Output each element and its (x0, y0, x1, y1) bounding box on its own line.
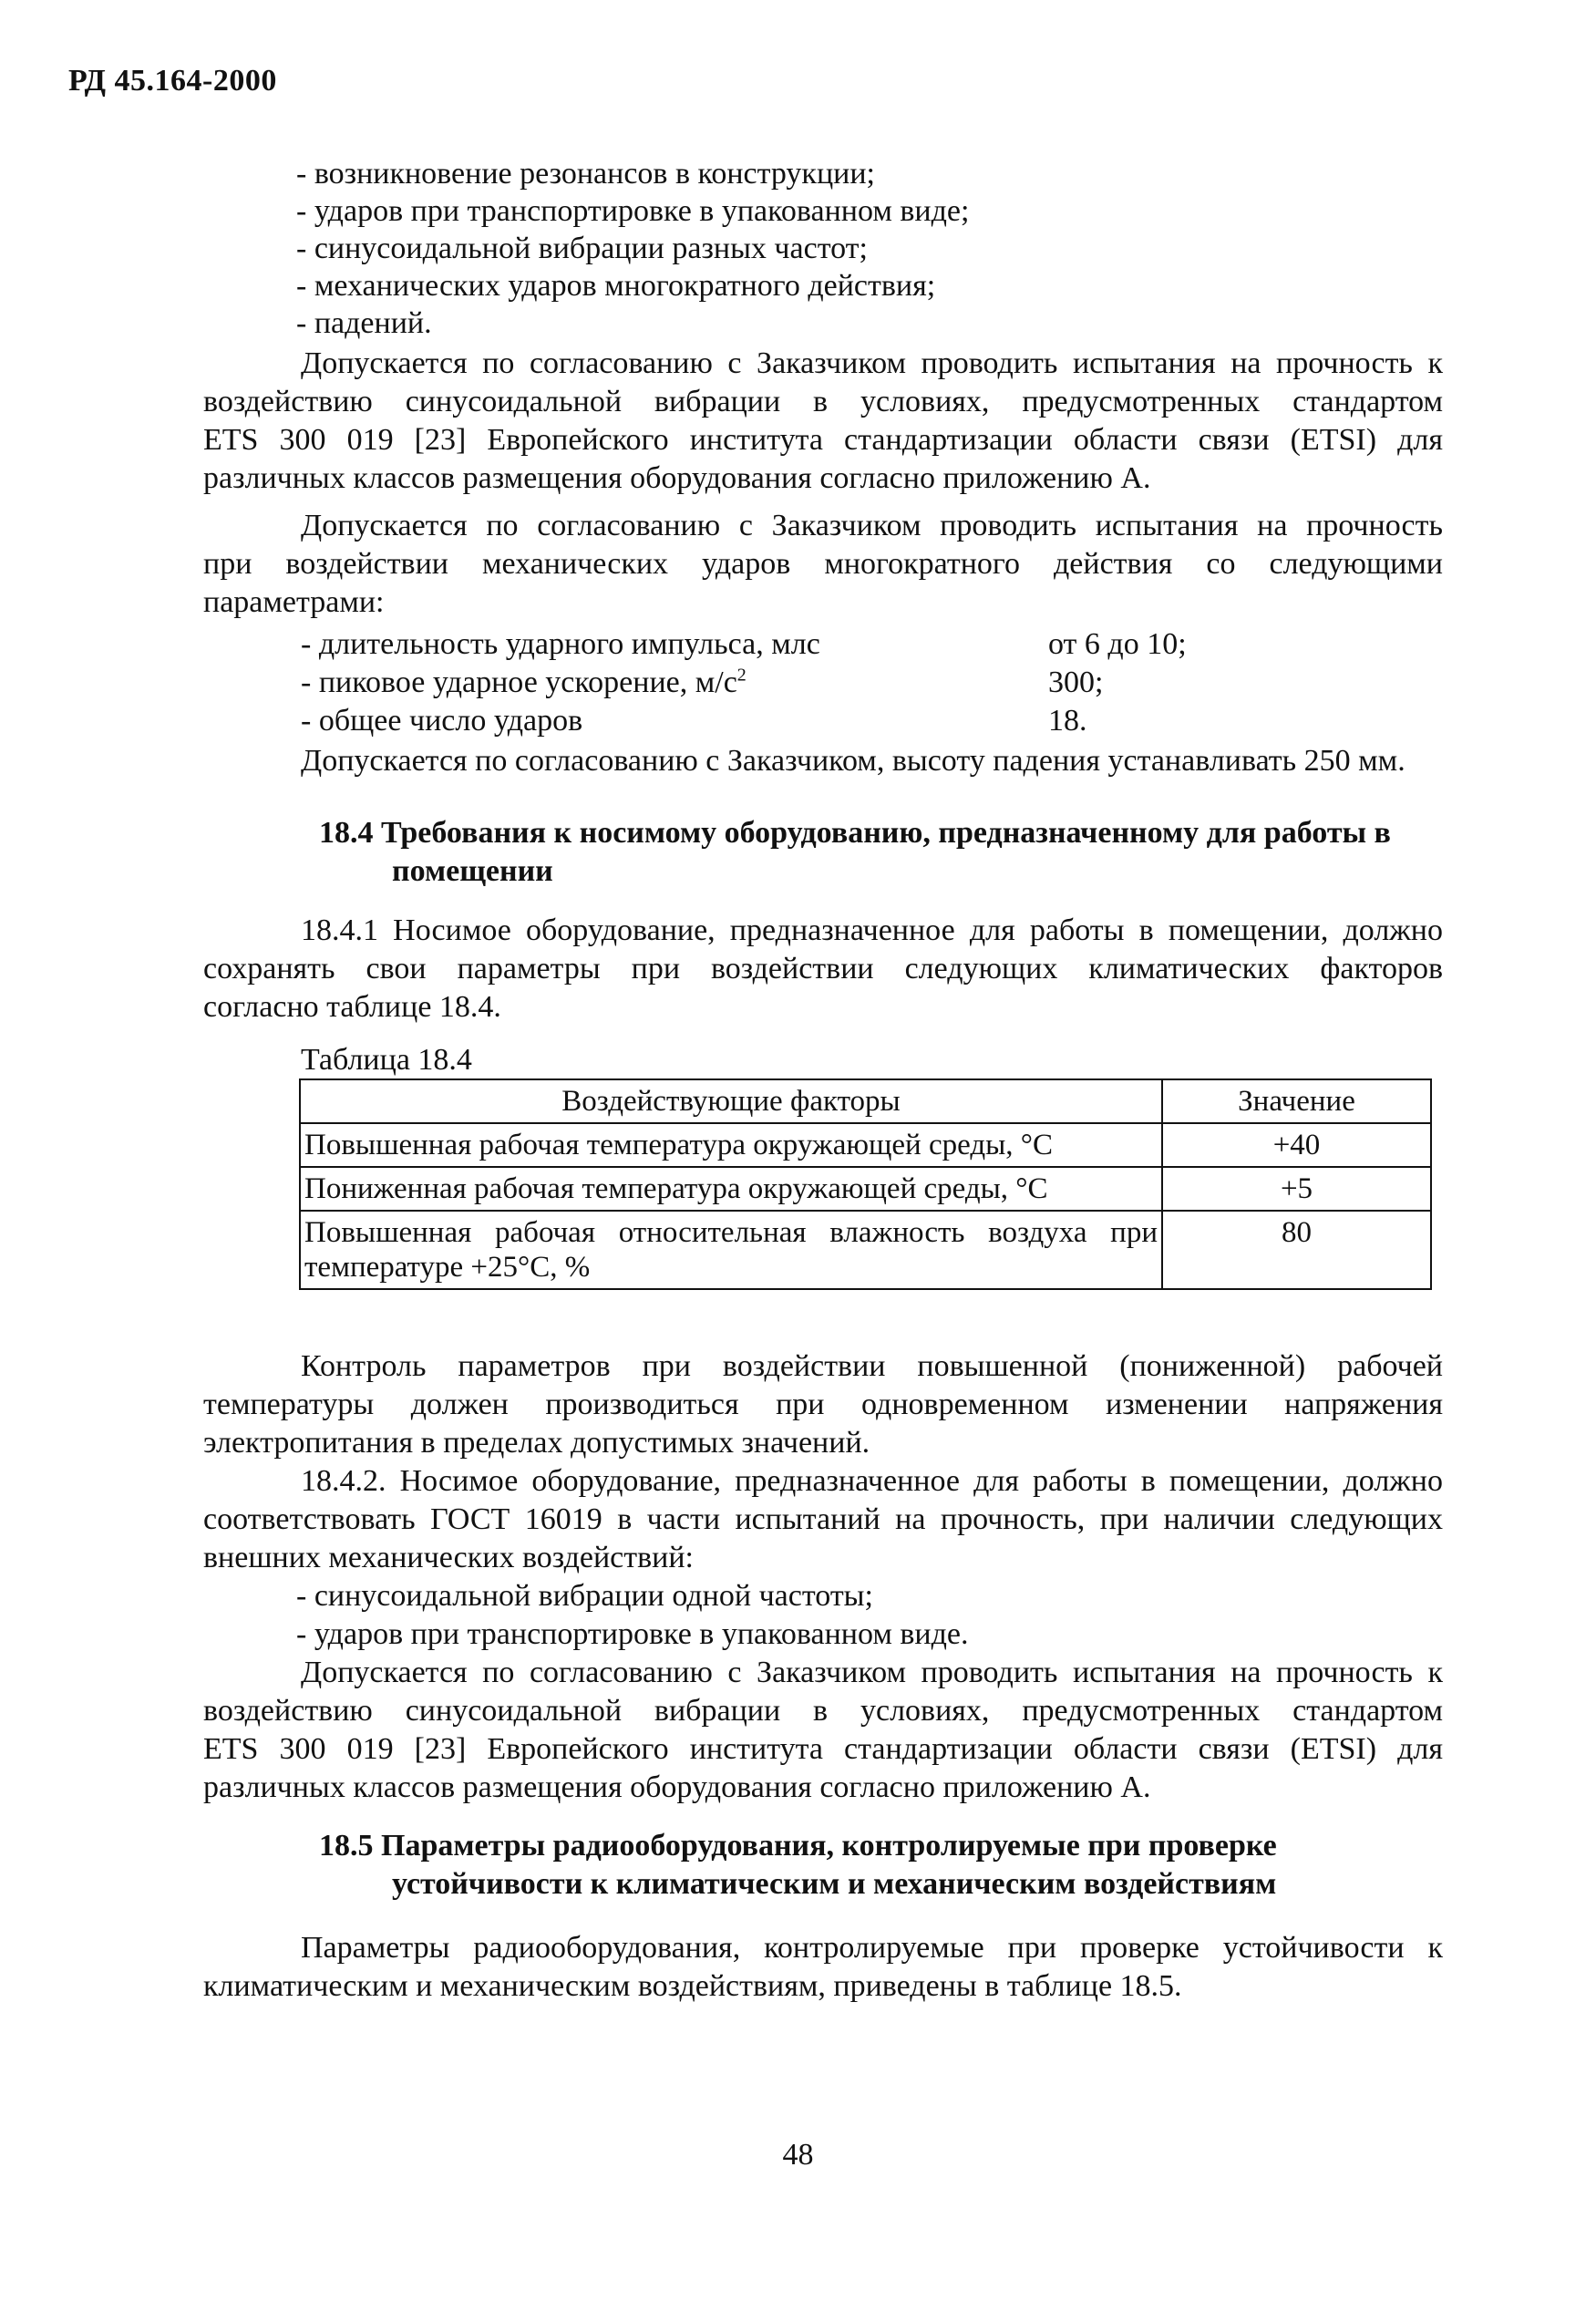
table-cell-line: Повышенная рабочая относительная влажность воздуха при (304, 1216, 1158, 1249)
paragraph-line: воздействию синусоидальной вибрации в условиях, предусмотренных стандартом (203, 1694, 1443, 1728)
table-cell-value: 80 (1162, 1211, 1431, 1289)
list-item: - синусоидальной вибрации одной частоты; (296, 1579, 873, 1613)
paragraph-line: Допускается по согласованию с Заказчиком проводить испытания на прочность к (301, 346, 1443, 380)
list-item: - механических ударов многократного действия; (296, 269, 936, 303)
param-label-with-sup (301, 664, 747, 702)
table-header-cell: Значение (1162, 1079, 1431, 1123)
param-value: от 6 до 10; (1048, 627, 1187, 661)
table-caption: Таблица 18.4 (301, 1043, 472, 1077)
param-value: 300; (1048, 666, 1104, 699)
superscript: 2 (736, 665, 747, 686)
table-cell-factor: Повышенная рабочая температура окружающей среды, °С (300, 1123, 1162, 1167)
table-cell-line: температуре +25°С, % (304, 1251, 591, 1284)
table-cell-value: +40 (1162, 1123, 1431, 1167)
param-value: 18. (1048, 704, 1087, 738)
paragraph-line: Допускается по согласованию с Заказчиком проводить испытания на прочность к (301, 1656, 1443, 1689)
paragraph-line: при воздействии механических ударов многократного действия со следующими (203, 547, 1443, 581)
paragraph-line: параметрами: (203, 585, 385, 619)
paragraph-line: 18.4.2. Носимое оборудование, предназначенное для работы в помещении, должно (301, 1464, 1443, 1498)
section-title: 18.4 Требования к носимому оборудованию, предназначенному для работы в (319, 816, 1391, 850)
param-label: - пиковое ударное ускорение, м/с (301, 666, 737, 699)
table-cell-factor: Пониженная рабочая температура окружающей среды, °С (300, 1167, 1162, 1211)
document-code-header: РД 45.164-2000 (68, 64, 277, 98)
section-title: 18.5 Параметры радиооборудования, контролируемые при проверке (319, 1829, 1277, 1863)
paragraph-line: различных классов размещения оборудования согласно приложению А. (203, 461, 1151, 495)
paragraph-line: воздействию синусоидальной вибрации в условиях, предусмотренных стандартом (203, 385, 1443, 418)
paragraph-line: соответствовать ГОСТ 16019 в части испытаний на прочность, при наличии следующих (203, 1502, 1443, 1536)
paragraph-line: сохранять свои параметры при воздействии следующих климатических факторов (203, 952, 1443, 986)
section-title: устойчивости к климатическим и механическим воздействиям (392, 1867, 1277, 1901)
table-row (300, 1211, 1431, 1289)
table-row (300, 1167, 1431, 1211)
list-item: - падений. (296, 306, 432, 340)
paragraph-line: различных классов размещения оборудования согласно приложению А. (203, 1770, 1151, 1804)
paragraph-line: климатическим и механическим воздействиям, приведены в таблице 18.5. (203, 1969, 1182, 2003)
paragraph-line: внешних механических воздействий: (203, 1541, 695, 1574)
list-item: - синусоидальной вибрации разных частот; (296, 232, 868, 265)
page-number: 48 (782, 2138, 814, 2172)
paragraph-line: Контроль параметров при воздействии повышенной (пониженной) рабочей (301, 1349, 1443, 1383)
list-item: - возникновение резонансов в конструкции; (296, 157, 875, 191)
param-label: - общее число ударов (301, 704, 583, 738)
paragraph-line: ETS 300 019 [23] Европейского института стандартизации области связи (ETSI) для (203, 423, 1443, 457)
paragraph-line: 18.4.1 Носимое оборудование, предназначенное для работы в помещении, должно (301, 913, 1443, 947)
paragraph-line: электропитания в пределах допустимых значений. (203, 1426, 870, 1460)
table-row (300, 1123, 1431, 1167)
paragraph-line: температуры должен производиться при одновременном изменении напряжения (203, 1388, 1443, 1421)
factors-table (299, 1078, 1432, 1290)
list-item: - ударов при транспортировке в упакованном виде; (296, 194, 970, 228)
paragraph-line: Параметры радиооборудования, контролируемые при проверке устойчивости к (301, 1931, 1443, 1965)
paragraph-line: согласно таблице 18.4. (203, 990, 501, 1024)
table-header-cell: Воздействующие факторы (300, 1079, 1162, 1123)
table-header-row (300, 1079, 1431, 1123)
paragraph-line: Допускается по согласованию с Заказчиком, высоту падения устанавливать 250 мм. (301, 744, 1406, 778)
paragraph-line: ETS 300 019 [23] Европейского института стандартизации области связи (ETSI) для (203, 1732, 1443, 1766)
param-label: - длительность ударного импульса, млс (301, 627, 820, 661)
section-title: помещении (392, 854, 553, 888)
table-cell-value: +5 (1162, 1167, 1431, 1211)
table-cell-factor (300, 1211, 1162, 1289)
paragraph-line: Допускается по согласованию с Заказчиком проводить испытания на прочность (301, 509, 1443, 542)
list-item: - ударов при транспортировке в упакованном виде. (296, 1617, 969, 1651)
